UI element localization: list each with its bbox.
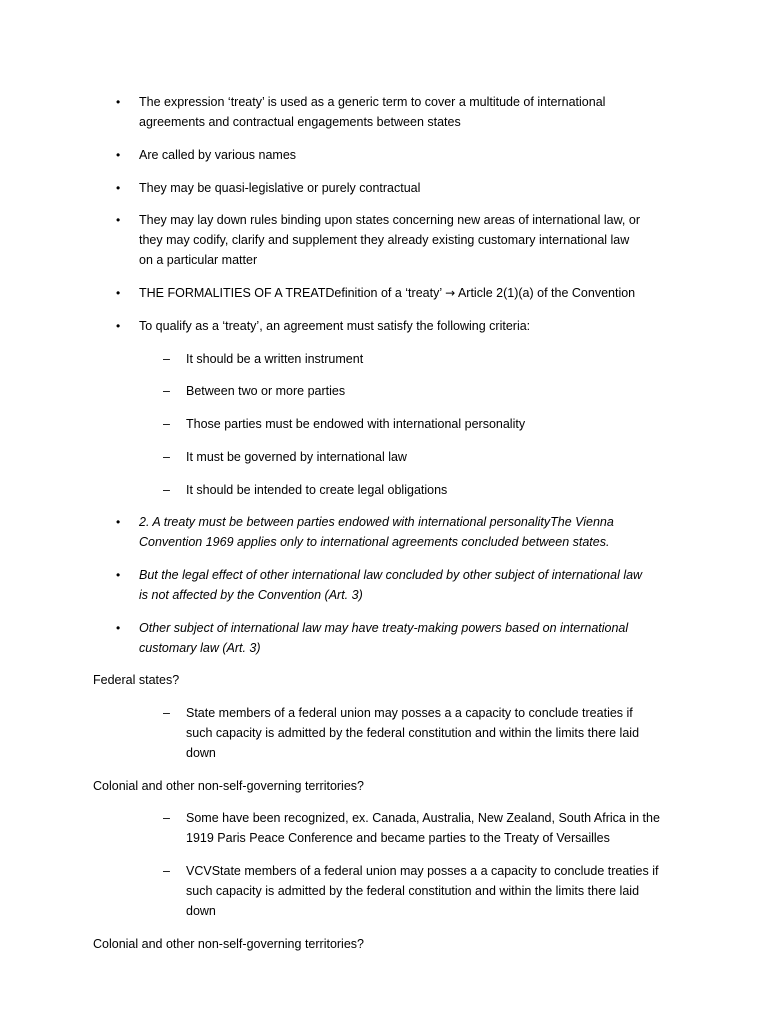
bullet-5-line-1 <box>139 283 635 303</box>
dash-marker: – <box>163 352 170 366</box>
criteria-item-5: It should be intended to create legal obligations <box>186 483 448 497</box>
formalities-text: THE FORMALITIES OF A TREATDefinition of a ‘treaty’ <box>139 286 446 300</box>
federal-item-line-2: such capacity is admitted by the federal constitution and within the limits there laid <box>186 726 640 740</box>
dash-marker: – <box>163 864 170 878</box>
bullet-3-line-1: They may be quasi-legislative or purely contractual <box>139 181 421 195</box>
dash-marker: – <box>163 450 170 464</box>
italic-bullet-2-line-2: is not affected by the Convention (Art. 3) <box>139 588 363 602</box>
federal-item-line-1: State members of a federal union may posses a a capacity to conclude treaties if <box>186 706 633 720</box>
bullet-4-line-3: on a particular matter <box>139 253 258 267</box>
bullet-4-line-1: They may lay down rules binding upon states concerning new areas of international law, or <box>139 213 640 227</box>
italic-bullet-1-line-1: 2. A treaty must be between parties endowed with international personalityThe Vienna <box>139 515 614 529</box>
dash-marker: – <box>163 811 170 825</box>
heading-colonial-territories: Colonial and other non-self-governing territories? <box>93 779 364 793</box>
colonial-item-2-line-2: such capacity is admitted by the federal constitution and within the limits there laid <box>186 884 640 898</box>
bullet-1-line-2: agreements and contractual engagements between states <box>139 115 461 129</box>
italic-bullet-2-line-1: But the legal effect of other international law concluded by other subject of international law <box>139 568 643 582</box>
criteria-item-4: It must be governed by international law <box>186 450 407 464</box>
criteria-item-1: It should be a written instrument <box>186 352 364 366</box>
colonial-item-1-line-1: Some have been recognized, ex. Canada, Australia, New Zealand, South Africa in the <box>186 811 660 825</box>
bullet-6-line-1: To qualify as a ‘treaty’, an agreement must satisfy the following criteria: <box>139 319 531 333</box>
bullet-marker: • <box>116 148 121 162</box>
colonial-item-1-line-2: 1919 Paris Peace Conference and became parties to the Treaty of Versailles <box>186 831 610 845</box>
heading-federal-states: Federal states? <box>93 673 180 687</box>
italic-bullet-1-line-2: Convention 1969 applies only to international agreements concluded between states. <box>139 535 610 549</box>
bullet-marker: • <box>116 95 121 109</box>
colonial-item-2-line-3: down <box>186 904 216 918</box>
dash-marker: – <box>163 483 170 497</box>
italic-bullet-3-line-1: Other subject of international law may have treaty-making powers based on international <box>139 621 629 635</box>
bullet-marker: • <box>116 621 121 635</box>
italic-bullet-3-line-2: customary law (Art. 3) <box>139 641 261 655</box>
bullet-marker: • <box>116 568 121 582</box>
criteria-item-3: Those parties must be endowed with international personality <box>186 417 526 431</box>
bullet-marker: • <box>116 286 121 300</box>
bullet-marker: • <box>116 181 121 195</box>
bullet-4-line-2: they may codify, clarify and supplement they already existing customary international law <box>139 233 630 247</box>
dash-marker: – <box>163 384 170 398</box>
dash-marker: – <box>163 417 170 431</box>
right-arrow-icon: → <box>445 286 456 300</box>
bullet-2-line-1: Are called by various names <box>139 148 297 162</box>
bullet-1-line-1: The expression ‘treaty’ is used as a generic term to cover a multitude of international <box>139 95 606 109</box>
article-reference-text: Article 2(1)(a) of the Convention <box>455 286 636 300</box>
bullet-marker: • <box>116 213 121 227</box>
colonial-item-2-line-1: VCVState members of a federal union may posses a a capacity to conclude treaties if <box>186 864 659 878</box>
bullet-marker: • <box>116 319 121 333</box>
heading-colonial-territories-repeat: Colonial and other non-self-governing territories? <box>93 937 364 951</box>
dash-marker: – <box>163 706 170 720</box>
criteria-item-2: Between two or more parties <box>186 384 346 398</box>
bullet-marker: • <box>116 515 121 529</box>
federal-item-line-3: down <box>186 746 216 760</box>
